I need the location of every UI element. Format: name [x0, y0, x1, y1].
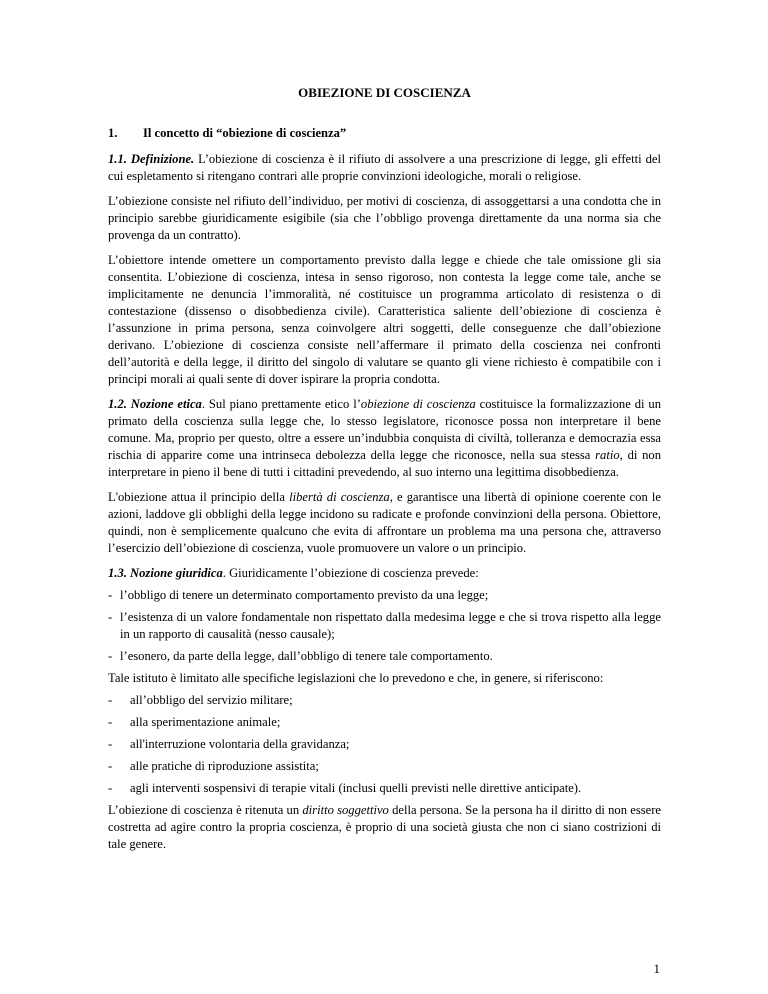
document-body	[108, 84, 661, 861]
paragraph-text: L’obiezione di coscienza è il rifiuto di assolvere a una prescrizione di legge, gli effetti del cui espletamento si ritengano contrari alle proprie convinzioni ideologiche, morali o religiose.	[108, 152, 661, 183]
paragraph: L’obiezione consiste nel rifiuto dell’individuo, per motivi di coscienza, di assoggettarsi a una condotta che in principio sarebbe giuridicamente esigibile (sia che l’obbligo provenga direttamente da una norma sia che provenga da un contratto).	[108, 194, 661, 242]
list-item: - l’obbligo di tenere un determinato comportamento previsto da una legge;	[108, 587, 661, 604]
list-item: - agli interventi sospensivi di terapie vitali (inclusi quelli previsti nelle direttive anticipate).	[108, 781, 582, 795]
subheading-nozione-etica: 1.2. Nozione etica	[108, 397, 202, 411]
emphasis: diritto soggettivo	[302, 803, 389, 817]
legislation-list	[108, 692, 661, 797]
subheading-definizione: 1.1. Definizione.	[108, 152, 195, 166]
paragraph-text: costituisce la formalizzazione di un primato della coscienza sulla legge che, lo stesso legislatore, riconosce possa non interpretare il bene comune. Ma, proprio per questo, oltre a essere un’indubbia conquista di civiltà, tolleranza e democrazia essa rischia di apparire come una intrinseca debolezza della legge che riconosce, nella sua stessa	[108, 397, 661, 462]
paragraph-text: . Sul piano prettamente etico l’	[201, 397, 361, 411]
list-item-text: agli interventi sospensivi di terapie vitali (inclusi quelli previsti nelle direttive anticipate).	[130, 781, 582, 795]
requirements-list	[108, 587, 661, 665]
list-item: - l’esonero, da parte della legge, dall’obbligo di tenere tale comportamento.	[108, 648, 661, 665]
emphasis: libertà di coscienza	[289, 490, 390, 504]
paragraph-text: della persona. Se la persona ha il diritto di non essere costretta ad agire contro la propria coscienza, è proprio di una società giusta che non ci siano costrizioni di tale genere.	[108, 803, 662, 851]
paragraph-text: di non interpretare in pieno il bene di tutti i cittadini prevedendo, al suo interno una legittima disobbedienza.	[108, 448, 662, 479]
paragraph-nozione-etica	[108, 396, 661, 481]
section-heading	[108, 125, 661, 142]
emphasis: ratio,	[595, 448, 623, 462]
document-title: OBIEZIONE DI COSCIENZA	[298, 85, 471, 100]
list-item: - all’obbligo del servizio militare;	[108, 693, 293, 707]
paragraph: Tale istituto è limitato alle specifiche legislazioni che lo prevedono e che, in genere, si riferiscono:	[108, 671, 604, 685]
emphasis: obiezione di coscienza	[360, 397, 476, 411]
section-title: Il concetto di “obiezione di coscienza”	[143, 126, 347, 140]
paragraph-definition	[108, 151, 661, 185]
section-number: 1.	[108, 126, 118, 140]
list-item: - alla sperimentazione animale;	[108, 715, 281, 729]
paragraph-text: , e garantisce una libertà di opinione coerente con le azioni, laddove gli obblighi della legge incidono su radicate e profonde convinzioni della persona. Obiettore, quindi, non è semplicemente qualcuno che evita di affrontare un problema ma una persona che, attraverso l’esercizio dell’obiezione di coscienza, vuole promuovere un valore o un principio.	[108, 490, 661, 555]
list-item: - alle pratiche di riproduzione assistita;	[108, 759, 319, 773]
list-item-text: alla sperimentazione animale;	[130, 715, 281, 729]
list-item-text: all'interruzione volontaria della gravidanza;	[130, 737, 350, 751]
paragraph-text: L'obiezione attua il principio della	[108, 490, 290, 504]
list-item: - all'interruzione volontaria della gravidanza;	[108, 737, 350, 751]
paragraph	[108, 802, 661, 853]
paragraph	[108, 489, 661, 557]
paragraph-text: L’obiezione di coscienza è ritenuta un	[108, 803, 303, 817]
page-number: 1	[653, 961, 660, 976]
list-item-text: all’obbligo del servizio militare;	[130, 693, 293, 707]
paragraph-nozione-giuridica	[108, 565, 661, 582]
paragraph: L’obiettore intende omettere un comportamento previsto dalla legge e chiede che tale omissione gli sia consentita. L’obiezione di coscienza, intesa in senso rigoroso, non contesta la legge come tale, anche se implicitamente ne denuncia l’immoralità, né costituisce un programma articolato di resistenza o di contestazione (dissenso o disobbedienza civile). Caratteristica saliente dell’obiezione di coscienza è l’assunzione in prima persona, senza coinvolgere altri soggetti, delle conseguenze che dall’obiezione derivano. L’obiezione di coscienza consiste nell’affermare il primato della coscienza nei confronti dell’autorità e della legge, il diritto del singolo di valutare se quanto gli viene richiesto è compatibile con i principi morali ai quali sente di dover ispirare la propria condotta.	[108, 253, 661, 386]
subheading-nozione-giuridica: 1.3. Nozione giuridica	[108, 566, 223, 580]
list-item-text: alle pratiche di riproduzione assistita;	[130, 759, 319, 773]
paragraph-text: . Giuridicamente l’obiezione di coscienza prevede:	[222, 566, 479, 580]
list-item: - l’esistenza di un valore fondamentale non rispettato dalla medesima legge e che si trova rispetto alla legge in un rapporto di causalità (nesso causale);	[108, 609, 661, 643]
